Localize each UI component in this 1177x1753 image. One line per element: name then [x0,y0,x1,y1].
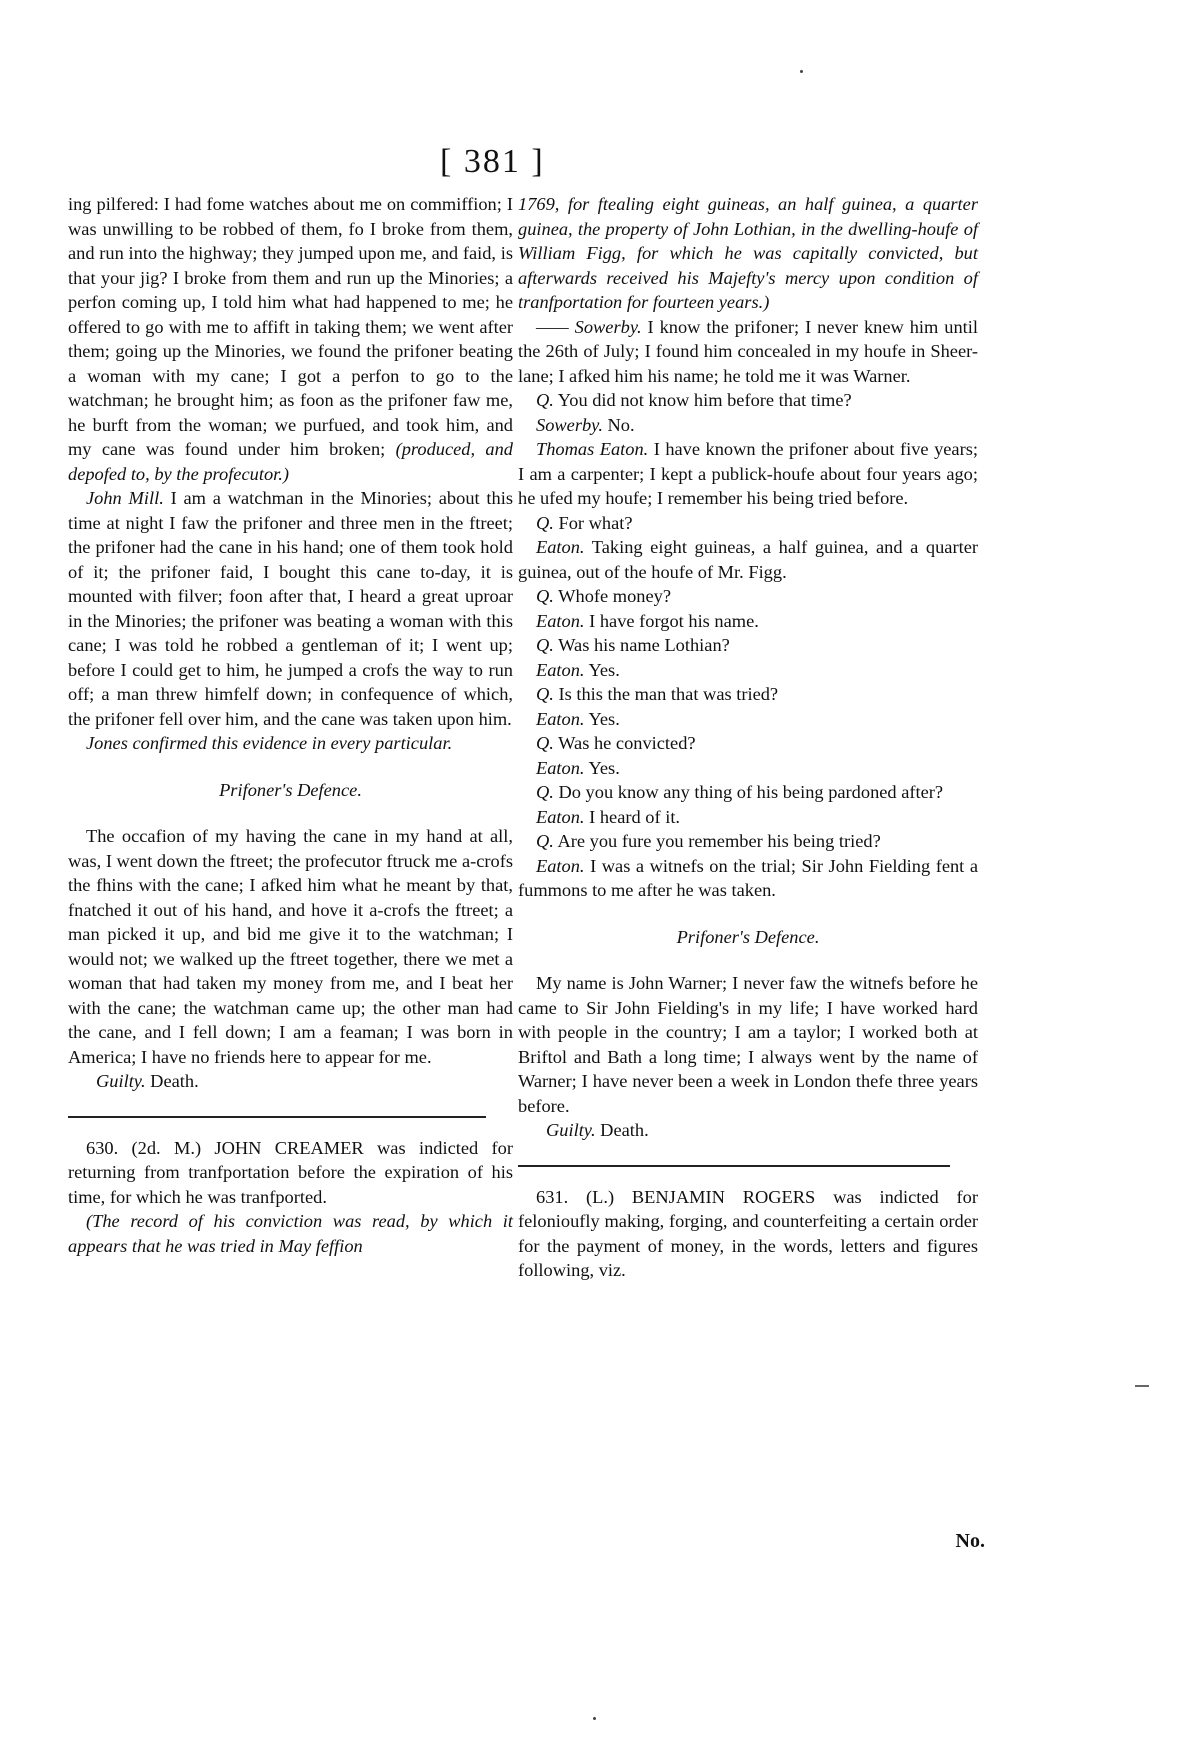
speaker-name: Eaton. [536,610,585,631]
section-divider [68,1116,486,1118]
case-note-continued: 1769, for ftealing eight guineas, an half guinea, a quarter guinea, the property of John Lothian, in the dwelling-houfe of William Figg, for which he was capitally convicted, but afterwards received his Majefty's mercy upon condition of tranfportation for fourteen years.) [518,194,978,312]
dialogue-line [518,682,978,707]
dialogue-text: I was a witnefs on the trial; Sir John Fielding fent a fummons to me after he was taken. [518,855,978,900]
speaker-name: Q. [536,586,554,606]
scan-mark [1135,1385,1149,1387]
dialogue-line [518,388,978,413]
dialogue-line [518,609,978,634]
dialogue-text: Do you know any thing of his being pardoned after? [553,782,944,802]
dialogue-text: Are you fure you remember his being tried? [553,831,881,851]
dialogue-text: Is this the man that was tried? [553,684,779,704]
speaker-name: Thomas Eaton. [536,439,649,459]
dialogue-line [518,584,978,609]
speaker-name: Eaton. [536,537,585,557]
speaker-name: Eaton. [536,806,585,827]
speaker-name: Q. [536,512,554,533]
dialogue-line [518,535,978,584]
speaker-name: Q. [536,782,554,802]
speaker-name: Q. [536,635,554,655]
defence-paragraph: The occafion of my having the cane in my hand at all, was, I went down the ftreet; the profecutor ftruck me a-crofs the fhins with the cane; I afked him what he meant by that, fnatched it out of his hand, and hove it a-crofs the ftreet; a man picked it up, and bid me give it to the watchman; I would not; we walked up the ftreet together, there we met a woman that had taken my money from me, and I beat her with the cane; the watchman came up; the other man had the cane, and I fell down; I am a feaman; I was born in America; I have no friends here to appear for me. [68,826,513,1067]
page-number: [ 381 ] [440,143,545,180]
section-divider [518,1165,950,1167]
testimony-note: Jones confirmed this evidence in every particular. [86,733,453,753]
dialogue-text: Yes. [584,659,620,680]
testimony-paragraph [68,486,513,731]
speaker-name: Eaton. [536,708,585,729]
testimony-note: (produced, and depofed to, by the profecutor.) [68,439,513,484]
case-note: (The record of his conviction was read, by which it appears that he was tried in May feffion [68,1211,513,1256]
speaker-name: Q. [536,390,554,410]
dialogue-line [518,780,978,805]
dialogue-line [518,633,978,658]
dialogue-text: I heard of it. [584,806,681,827]
verdict [518,1118,978,1143]
dialogue-text: I have forgot his name. [584,610,759,631]
defence-paragraph: My name is John Warner; I never faw the witnefs before he came to Sir John Fielding's in my life; I have worked hard with people in the country; I am a taylor; I worked both at Briftol and Bath a long time; I always went by the name of Warner; I have never been a week in London thefe three years before. [518,973,978,1116]
speaker-name: John Mill. [86,488,164,508]
testimony-text: ing pilfered: I had fome watches about me on commiffion; I was unwilling to be robbed of them, fo I broke from them, and run into the highway; they jumped upon me, and faid, is that your jig? I broke from them and run up the Minories; a perfon coming up, I told him what had happened to me; he offered to go with me to affift in taking them; we went after them; going up the Minories, we found the prifoner beating a woman with my cane; I got a perfon to go to the watchman; he brought him; as foon as the prifoner faw me, he burft from the woman; we purfued, and took him, and my cane was found under him broken; [68,194,513,459]
scan-mark [593,1717,596,1720]
verdict-label: Guilty. [546,1120,596,1140]
dialogue-line [518,829,978,854]
dialogue-text: I have known the prifoner about five years; I am a carpenter; I kept a publick-houfe about four years ago; he ufed my houfe; I remember his being tried before. [518,439,978,508]
dialogue-text: For what? [553,512,633,533]
testimony-paragraph [518,315,978,389]
speaker-name: Sowerby. [536,414,603,435]
dialogue-line [518,437,978,511]
verdict-sentence: Death. [150,1071,199,1091]
scan-mark [800,70,803,73]
section-heading: Prifoner's Defence. [219,779,362,800]
speaker-name: Q. [536,684,554,704]
speaker-name: Q. [536,733,554,753]
catchword: No. [955,1530,985,1552]
dialogue-line [518,707,978,732]
speaker-name: Eaton. [536,757,585,778]
dialogue-line [518,658,978,683]
testimony-text: I know the prifoner; I never knew him until the 26th of July; I found him concealed in my houfe in Sheer-lane; I afked him his name; he told me it was Warner. [518,316,978,386]
verdict-sentence: Death. [600,1120,649,1140]
dialogue-text: Was his name Lothian? [553,635,730,655]
case-entry: 631. (L.) BENJAMIN ROGERS was indicted for felonioufly making, forging, and counterfeiting a certain order for the payment of money, in the words, letters and figures following, viz. [518,1186,978,1280]
dialogue-text: No. [602,414,635,435]
right-column [518,192,978,1283]
dialogue-text: Taking eight guineas, a half guinea, and a quarter guinea, out of the houfe of Mr. Figg. [518,537,978,582]
speaker-name: Q. [536,831,554,851]
testimony-text: I am a watchman in the Minories; about this time at night I faw the prifoner and three men in the ftreet; the prifoner had the cane in his hand; one of them took hold of it; the prifoner faid, I bought this cane to-day, it is mounted with filver; foon after that, I heard a great uproar in the Minories; the prifoner was beating a woman with this cane; I was told he robbed a gentleman of it; I went up; before I could get to him, he jumped a crofs the way to run off; a man threw himfelf down; in confequence of which, the prifoner fell over him, and the cane was taken upon him. [68,488,513,729]
dialogue-line [518,756,978,781]
dialogue-text: You did not know him before that time? [553,390,852,410]
dialogue-line [518,854,978,903]
speaker-name: Eaton. [536,855,585,876]
verdict-label: Guilty. [96,1071,146,1091]
dialogue-text: Was he convicted? [553,733,696,753]
dialogue-line [518,511,978,536]
dialogue-text: Yes. [584,757,620,778]
testimony-paragraph [68,192,513,486]
speaker-name: Eaton. [536,659,585,680]
dialogue-line [518,731,978,756]
dialogue-line [518,413,978,438]
dialogue-text: Whofe money? [553,586,672,606]
dialogue-block [518,388,978,903]
left-column [68,192,513,1258]
case-entry: 630. (2d. M.) JOHN CREAMER was indicted for returning from tranfportation before the expiration of his time, for which he was tranfported. [68,1137,513,1207]
section-heading: Prifoner's Defence. [676,926,820,947]
speaker-name: —— Sowerby. [536,316,642,337]
dialogue-line [518,805,978,830]
dialogue-text: Yes. [584,708,620,729]
verdict [68,1069,513,1094]
